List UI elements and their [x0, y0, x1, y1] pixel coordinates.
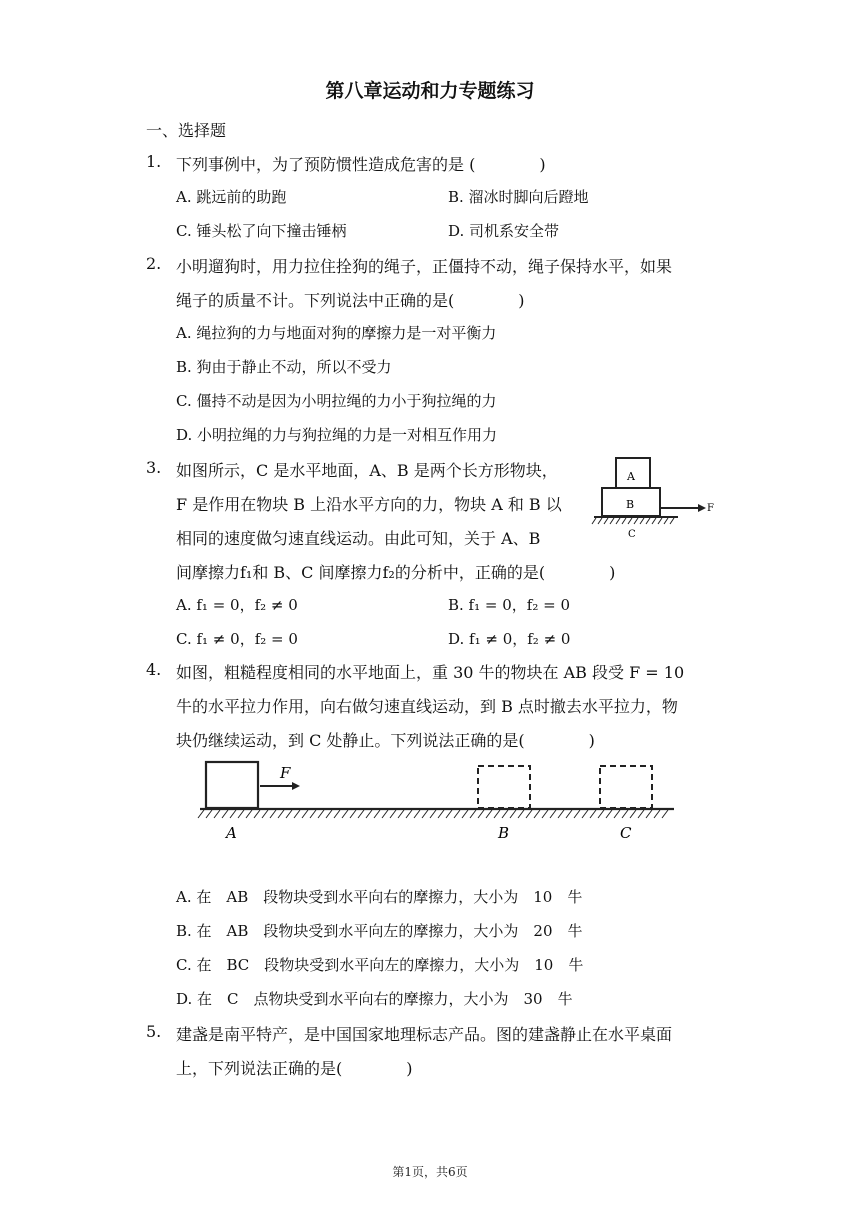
stacked-blocks-figure	[590, 454, 720, 544]
dashed-block-c	[600, 766, 652, 808]
question-stem-line: F 是作用在物块 B 上沿水平方向的力，物块 A 和 B 以	[176, 495, 562, 514]
option-c: C. 僵持不动是因为小明拉绳的力小于狗拉绳的力	[176, 392, 497, 410]
question-stem: 下列事例中，为了预防惯性造成危害的是 ( )	[176, 155, 546, 174]
force-arrowhead	[292, 782, 300, 790]
option-a: A. 在 AB 段物块受到水平向右的摩擦力，大小为 10 牛	[176, 888, 583, 906]
option-a: A. 绳拉狗的力与地面对狗的摩擦力是一对平衡力	[176, 324, 497, 342]
question-number: 2.	[146, 254, 162, 273]
option-a: A. 跳远前的助跑	[176, 188, 287, 206]
question-stem-line: 间摩擦力f₁和 B、C 间摩擦力f₂的分析中，正确的是( )	[176, 563, 616, 582]
point-c-label: C	[620, 824, 632, 842]
question-number: 4.	[146, 660, 162, 679]
page-footer: 第1页，共6页	[392, 1165, 468, 1179]
question-number: 3.	[146, 458, 162, 477]
option-b: B. 在 AB 段物块受到水平向左的摩擦力，大小为 20 牛	[176, 922, 583, 940]
question-stem-line: 建盏是南平特产，是中国国家地理标志产品。图的建盏静止在水平桌面	[176, 1025, 673, 1044]
ground-hatching	[198, 810, 668, 818]
question-stem-line: 如图，粗糙程度相同的水平地面上，重 30 牛的物块在 AB 段受 F = 10	[176, 663, 685, 682]
option-d: D. f₁ ≠ 0，f₂ ≠ 0	[448, 630, 571, 648]
solid-block	[206, 762, 258, 808]
question-stem-line: 块仍继续运动，到 C 处静止。下列说法正确的是( )	[176, 731, 595, 750]
block-b-label: B	[626, 498, 635, 511]
force-label: F	[280, 764, 291, 782]
question-stem-line: 绳子的质量不计。下列说法中正确的是( )	[176, 291, 525, 310]
force-arrowhead	[698, 504, 706, 512]
option-c: C. 在 BC 段物块受到水平向左的摩擦力，大小为 10 牛	[176, 956, 584, 974]
ground-hatching	[592, 518, 674, 524]
option-b: B. 狗由于静止不动，所以不受力	[176, 358, 392, 376]
option-d: D. 小明拉绳的力与狗拉绳的力是一对相互作用力	[176, 426, 498, 444]
option-d: D. 司机系安全带	[448, 222, 560, 240]
question-stem-line: 如图所示，C 是水平地面，A、B 是两个长方形物块，	[176, 461, 558, 480]
motion-figure	[196, 756, 676, 850]
question-stem-line: 相同的速度做匀速直线运动。由此可知，关于 A、B	[176, 529, 541, 548]
option-d: D. 在 C 点物块受到水平向右的摩擦力，大小为 30 牛	[176, 990, 573, 1008]
force-label: F	[707, 503, 714, 514]
question-stem-line: 上，下列说法正确的是( )	[176, 1059, 413, 1078]
section-heading: 一、选择题	[146, 121, 227, 140]
block-a-label: A	[627, 470, 635, 483]
ground-label: C	[628, 529, 636, 540]
page-title: 第八章运动和力专题练习	[325, 80, 535, 102]
option-a: A. f₁ = 0，f₂ ≠ 0	[176, 596, 298, 614]
dashed-block-b	[478, 766, 530, 808]
option-b: B. 溜冰时脚向后蹬地	[448, 188, 589, 206]
point-b-label: B	[498, 824, 510, 842]
point-a-label: A	[226, 824, 237, 842]
question-number: 1.	[146, 152, 162, 171]
question-stem-line: 牛的水平拉力作用，向右做匀速直线运动，到 B 点时撤去水平拉力，物	[176, 697, 678, 716]
option-c: C. 锤头松了向下撞击锤柄	[176, 222, 347, 240]
question-number: 5.	[146, 1022, 162, 1041]
option-c: C. f₁ ≠ 0，f₂ = 0	[176, 630, 298, 648]
question-stem-line: 小明遛狗时，用力拉住拴狗的绳子，正僵持不动，绳子保持水平，如果	[176, 257, 673, 276]
option-b: B. f₁ = 0，f₂ = 0	[448, 596, 570, 614]
